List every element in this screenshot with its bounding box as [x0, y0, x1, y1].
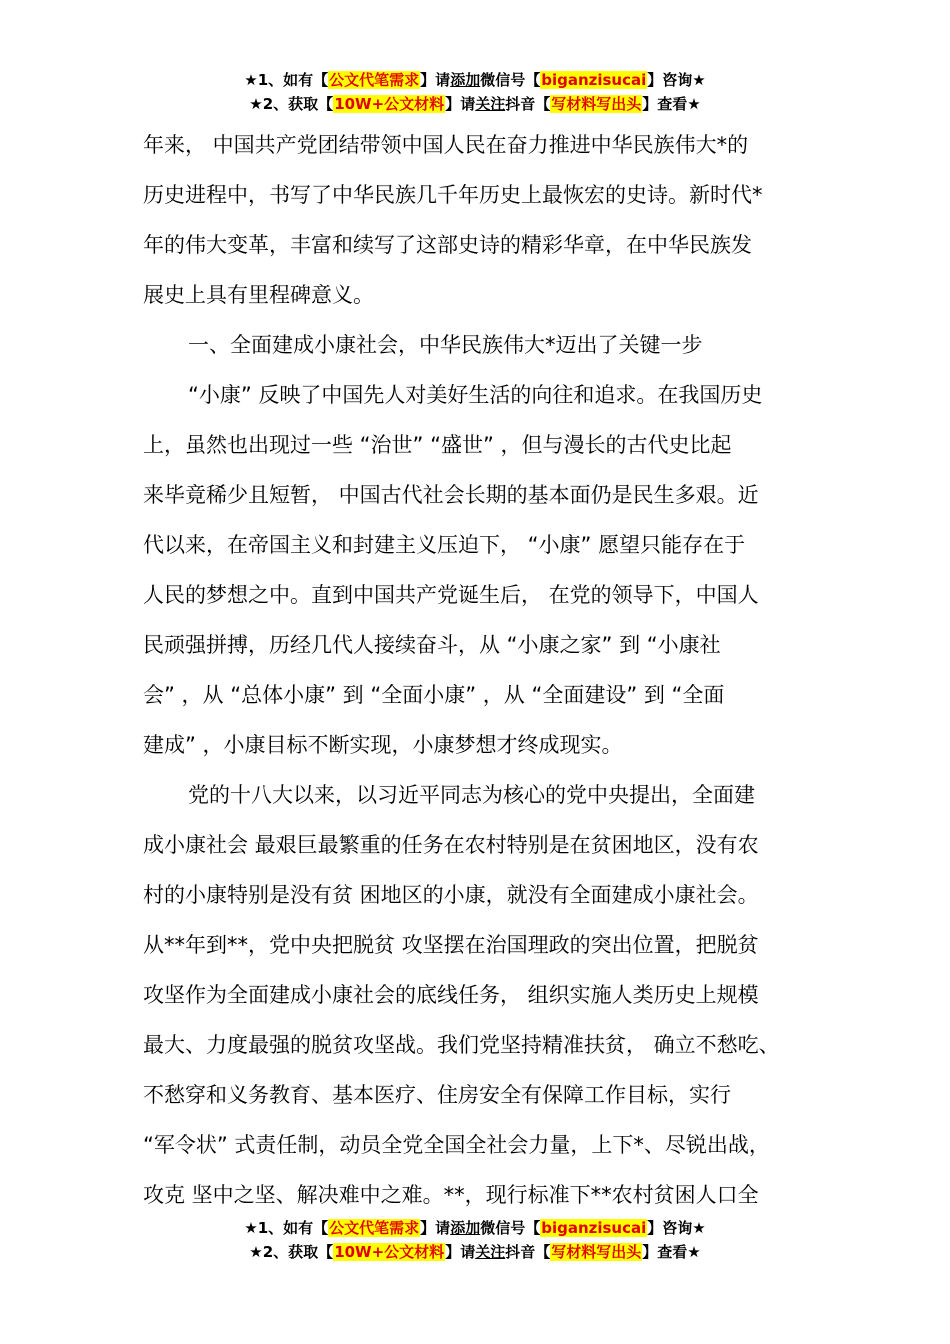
paragraph-2: “小康” 反映了中国先人对美好生活的向往和追求。在我国历史 上，虽然也出现过一些 “治世” “盛世” ，但与漫长的古代史比起 来毕竟稀少且短暂， 中国古代社会长期的基本面仍是民生多艰。近 代以来，在帝国主义和封建主义压迫下， “小康” 愿望只能存在于 人民的梦想之中。直到中国共产党诞生后， 在党的领导下，中国人 民顽强拼搏，历经几代人接续奋斗，从 “小康之家” 到 “小康社 会” ，从 “总体小康” 到 “全面小康” ，从 “全面建设” 到 “全面 建成” ，小康目标不断实现，小康梦想才终成现实。 [143, 383, 763, 757]
highlight-materials: 10W+公文材料 [334, 1243, 445, 1261]
highlight-materials: 10W+公文材料 [334, 95, 445, 113]
header-banner [0, 68, 950, 116]
banner-line-1: ★1、如有【公文代笔需求】请添加微信号【biganzisucai】咨询★ [244, 1219, 706, 1237]
footer-banner [0, 1216, 950, 1264]
banner-line-2: ★2、获取【10W+公文材料】请关注抖音【写材料写出头】查看★ [249, 95, 701, 113]
paragraph-1: 年来， 中国共产党团结带领中国人民在奋力推进中华民族伟大*的 历史进程中，书写了中华民族几千年历史上最恢宏的史诗。新时代* 年的伟大变革，丰富和续写了这部史诗的精彩华章，在中华民族发 展史上具有里程碑意义。 [143, 133, 763, 307]
banner-line-1: ★1、如有【公文代笔需求】请添加微信号【biganzisucai】咨询★ [244, 71, 706, 89]
section-heading: 一、全面建成小康社会，中华民族伟大*迈出了关键一步 [188, 333, 703, 357]
highlight-wechat-id: biganzisucai [541, 71, 647, 89]
highlight-douyin: 写材料写出头 [551, 1243, 642, 1261]
highlight-wechat-id: biganzisucai [541, 1219, 647, 1237]
highlight-service: 公文代笔需求 [329, 1219, 420, 1237]
document-body [143, 120, 833, 1220]
highlight-service: 公文代笔需求 [329, 71, 420, 89]
paragraph-3: 党的十八大以来，以习近平同志为核心的党中央提出，全面建 成小康社会 最艰巨最繁重的任务在农村特别是在贫困地区，没有农 村的小康特别是没有贫 困地区的小康，就没有全面建成小康社会。 从**年到**，党中央把脱贫 攻坚摆在治国理政的突出位置，把脱贫 攻坚作为全面建成小康社会的底线任务， 组织实施人类历史上规模 最大、力度最强的脱贫攻坚战。我们党坚持精准扶贫， 确立不愁吃、 不愁穿和义务教育、基本医疗、住房安全有保障工作目标，实行 “军令状” 式责任制，动员全党全国全社会力量，上下*、尽锐出战， 攻克 坚中之坚、解决难中之难。**，现行标准下**农村贫困人口全 [143, 783, 780, 1207]
highlight-douyin: 写材料写出头 [551, 95, 642, 113]
banner-line-2: ★2、获取【10W+公文材料】请关注抖音【写材料写出头】查看★ [249, 1243, 701, 1261]
